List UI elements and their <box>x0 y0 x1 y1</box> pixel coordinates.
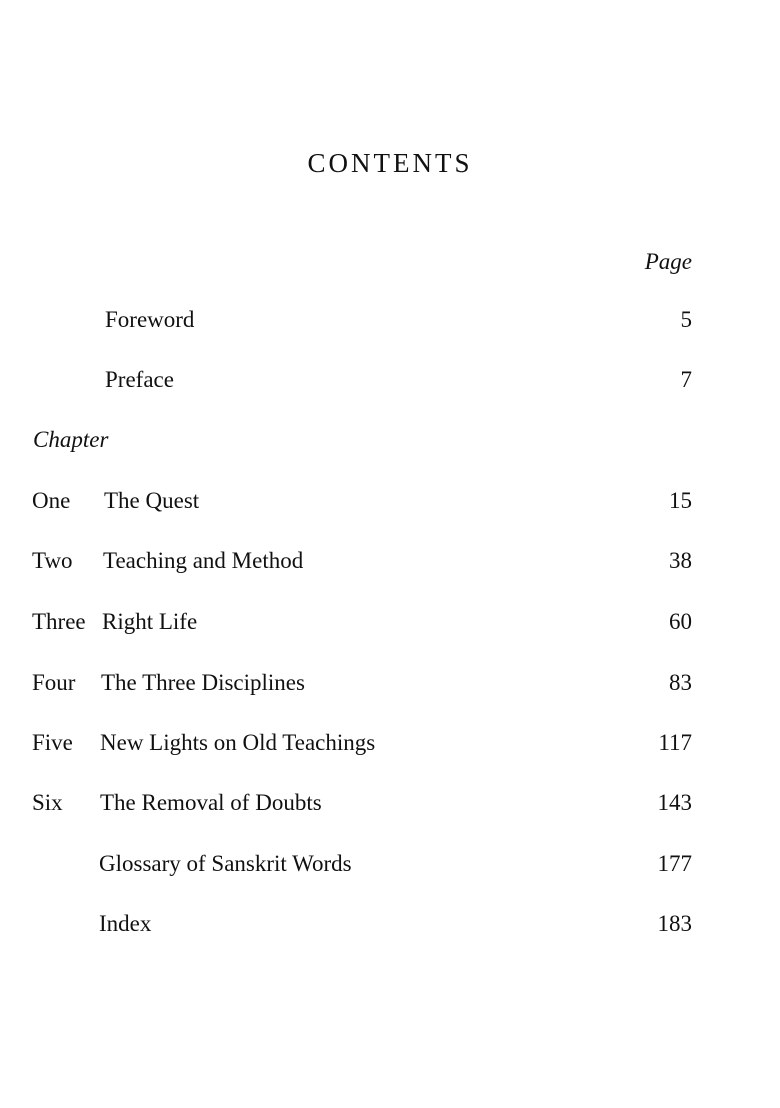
toc-entry-label: Preface <box>105 367 174 392</box>
page-title: CONTENTS <box>307 148 473 178</box>
chapter-page: 38 <box>669 548 692 573</box>
toc-entry-page: 5 <box>680 307 692 332</box>
toc-entry-label: Index <box>99 911 152 936</box>
toc-entry-foreword <box>0 307 780 339</box>
toc-entry-label: Foreword <box>105 307 195 332</box>
chapter-page: 15 <box>669 488 692 513</box>
chapter-number: One <box>32 488 71 513</box>
toc-entry-preface <box>0 367 780 399</box>
chapter-number: Four <box>32 670 76 695</box>
chapter-title: The Removal of Doubts <box>100 790 322 815</box>
chapter-page: 60 <box>669 609 692 634</box>
chapter-page: 117 <box>658 730 692 755</box>
toc-chapter-one <box>0 488 780 520</box>
chapter-page: 83 <box>669 670 692 695</box>
chapter-title: Teaching and Method <box>103 548 304 573</box>
toc-entry-page: 177 <box>657 851 692 876</box>
chapter-number: Six <box>32 790 63 815</box>
chapter-page: 143 <box>657 790 692 815</box>
toc-entry-label: Glossary of Sanskrit Words <box>99 851 352 876</box>
page-column-header: Page <box>644 249 692 274</box>
chapter-number: Five <box>32 730 73 755</box>
toc-chapter-two <box>0 548 780 580</box>
chapter-title: Right Life <box>102 609 198 634</box>
chapter-title: New Lights on Old Teachings <box>100 730 376 755</box>
chapter-title: The Three Disciplines <box>101 670 305 695</box>
chapter-number: Two <box>32 548 73 573</box>
toc-chapter-five <box>0 730 780 762</box>
toc-entry-page: 183 <box>657 911 692 936</box>
toc-entry-page: 7 <box>680 367 692 392</box>
toc-entry-glossary <box>0 851 780 883</box>
toc-chapter-three <box>0 609 780 641</box>
chapter-column-header: Chapter <box>33 427 109 452</box>
toc-chapter-six <box>0 790 780 822</box>
toc-chapter-four <box>0 670 780 702</box>
toc-entry-index <box>0 911 780 943</box>
chapter-title: The Quest <box>104 488 200 513</box>
chapter-number: Three <box>32 609 86 634</box>
